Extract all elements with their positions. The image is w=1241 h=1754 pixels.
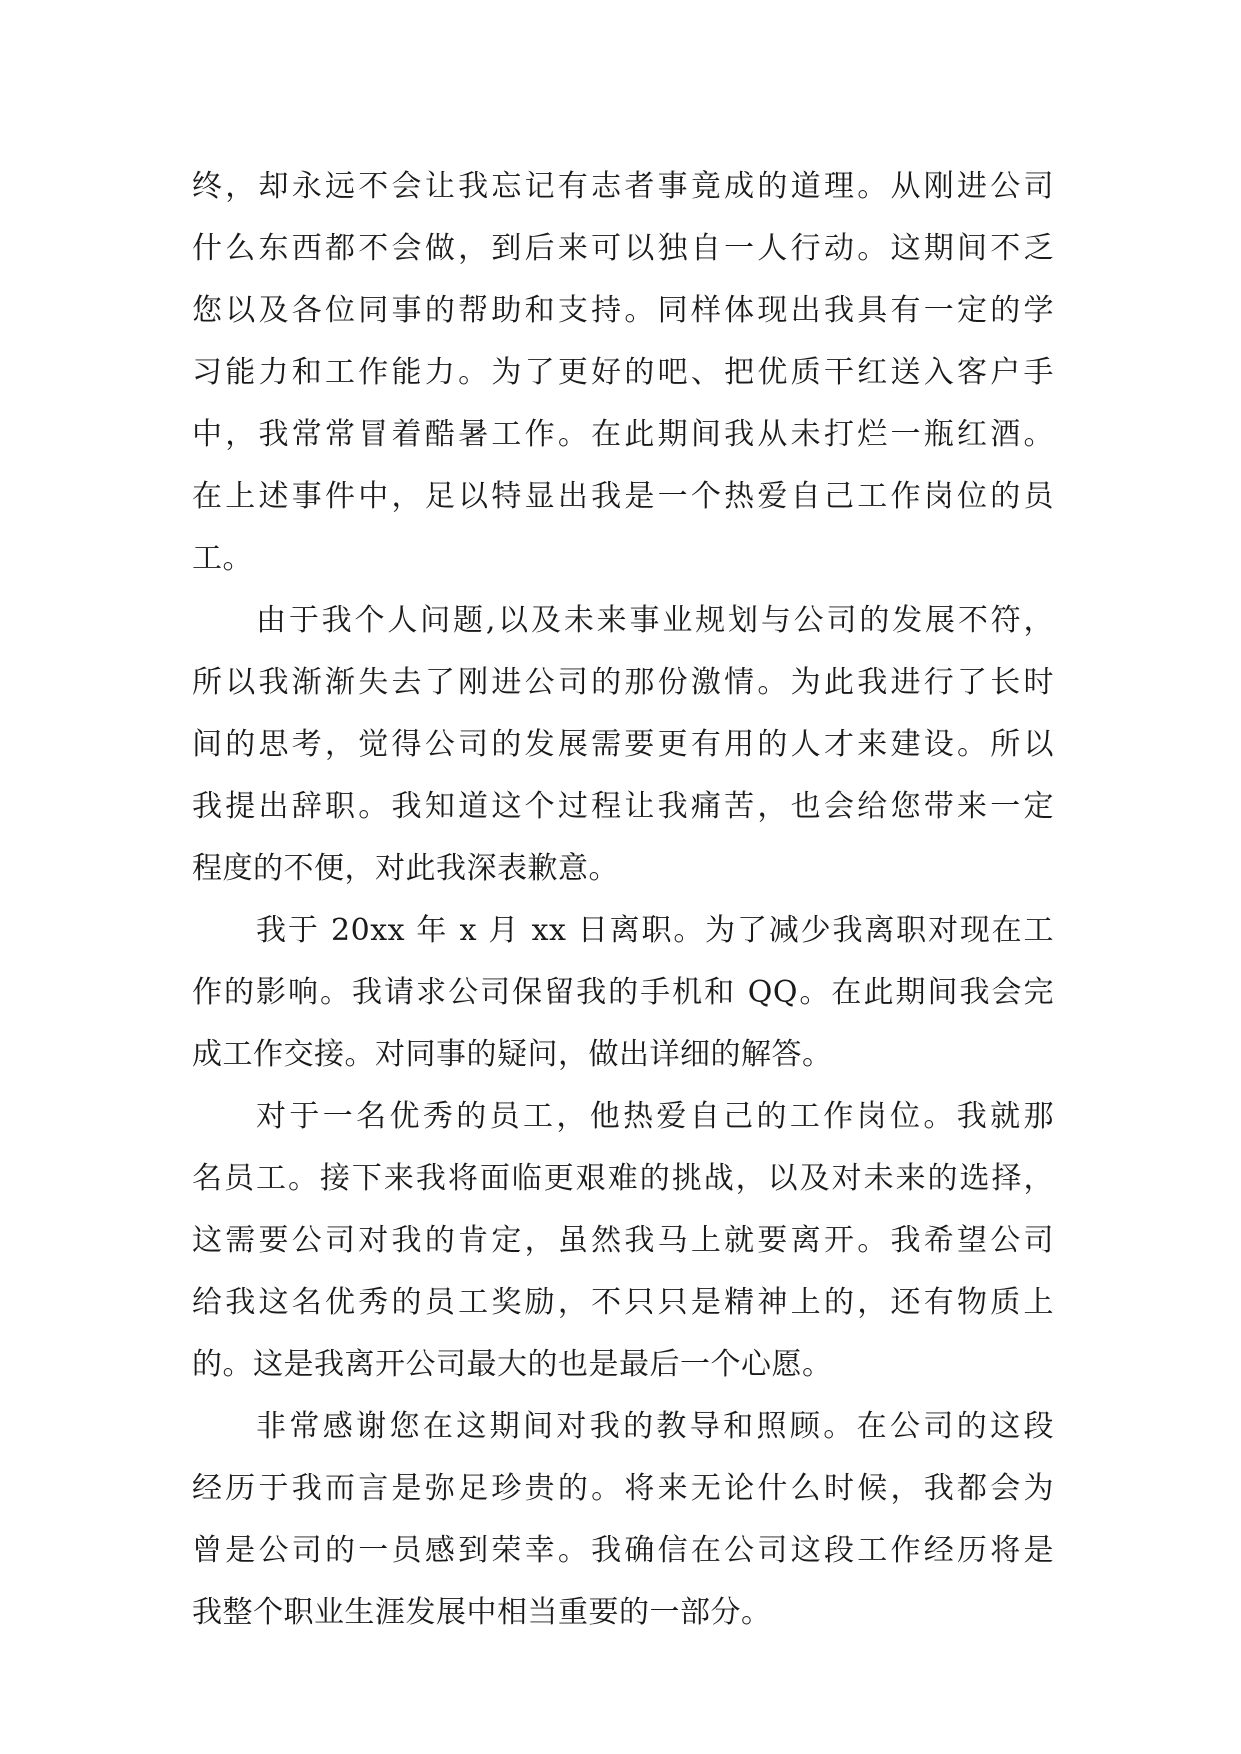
paragraph-2-line-5: 程度的不便，对此我深表歉意。 bbox=[192, 851, 619, 886]
paragraph-4-line-5: 的。这是我离开公司最大的也是最后一个心愿。 bbox=[192, 1347, 833, 1382]
paragraph-5-line-4: 我整个职业生涯发展中相当重要的一部分。 bbox=[192, 1595, 772, 1630]
paragraph-1-line-5: 中，我常常冒着酷暑工作。在此期间我从未打烂一瓶红酒。 bbox=[192, 417, 1054, 452]
paragraph-3 bbox=[192, 900, 1054, 1086]
paragraph-2-line-2: 所以我渐渐失去了刚进公司的那份激情。为此我进行了长时 bbox=[192, 665, 1054, 700]
paragraph-5-line-3: 曾是公司的一员感到荣幸。我确信在公司这段工作经历将是 bbox=[192, 1533, 1054, 1568]
paragraph-3-line-2: 作的影响。我请求公司保留我的手机和 QQ。在此期间我会完 bbox=[192, 975, 1054, 1010]
paragraph-4-line-4: 给我这名优秀的员工奖励，不只只是精神上的，还有物质上 bbox=[192, 1285, 1054, 1320]
paragraph-4-line-2: 名员工。接下来我将面临更艰难的挑战，以及对未来的选择， bbox=[192, 1161, 1054, 1196]
paragraph-5-line-2: 经历于我而言是弥足珍贵的。将来无论什么时候，我都会为 bbox=[192, 1471, 1054, 1506]
paragraph-1 bbox=[192, 156, 1054, 590]
paragraph-4 bbox=[192, 1086, 1054, 1396]
paragraph-2-line-3: 间的思考，觉得公司的发展需要更有用的人才来建设。所以 bbox=[192, 727, 1054, 762]
document-body bbox=[192, 156, 1054, 1644]
paragraph-3-line-3: 成工作交接。对同事的疑问，做出详细的解答。 bbox=[192, 1037, 833, 1072]
paragraph-1-line-4: 习能力和工作能力。为了更好的吧、把优质干红送入客户手 bbox=[192, 355, 1054, 390]
paragraph-1-line-2: 什么东西都不会做，到后来可以独自一人行动。这期间不乏 bbox=[192, 231, 1054, 266]
paragraph-1-line-1: 终，却永远不会让我忘记有志者事竟成的道理。从刚进公司 bbox=[192, 169, 1054, 204]
paragraph-5 bbox=[192, 1396, 1054, 1644]
paragraph-1-line-6: 在上述事件中，足以特显出我是一个热爱自己工作岗位的员 bbox=[192, 479, 1054, 514]
paragraph-3-line-1: 我于 20xx 年 x 月 xx 日离职。为了减少我离职对现在工 bbox=[256, 913, 1054, 948]
paragraph-4-line-3: 这需要公司对我的肯定，虽然我马上就要离开。我希望公司 bbox=[192, 1223, 1054, 1258]
paragraph-1-line-3: 您以及各位同事的帮助和支持。同样体现出我具有一定的学 bbox=[192, 293, 1054, 328]
paragraph-5-line-1: 非常感谢您在这期间对我的教导和照顾。在公司的这段 bbox=[256, 1409, 1054, 1444]
paragraph-2-line-4: 我提出辞职。我知道这个过程让我痛苦，也会给您带来一定 bbox=[192, 789, 1054, 824]
paragraph-1-line-7: 工。 bbox=[192, 541, 253, 576]
paragraph-4-line-1: 对于一名优秀的员工，他热爱自己的工作岗位。我就那 bbox=[256, 1099, 1054, 1134]
paragraph-2-line-1: 由于我个人问题,以及未来事业规划与公司的发展不符， bbox=[256, 603, 1054, 638]
paragraph-2 bbox=[192, 590, 1054, 900]
